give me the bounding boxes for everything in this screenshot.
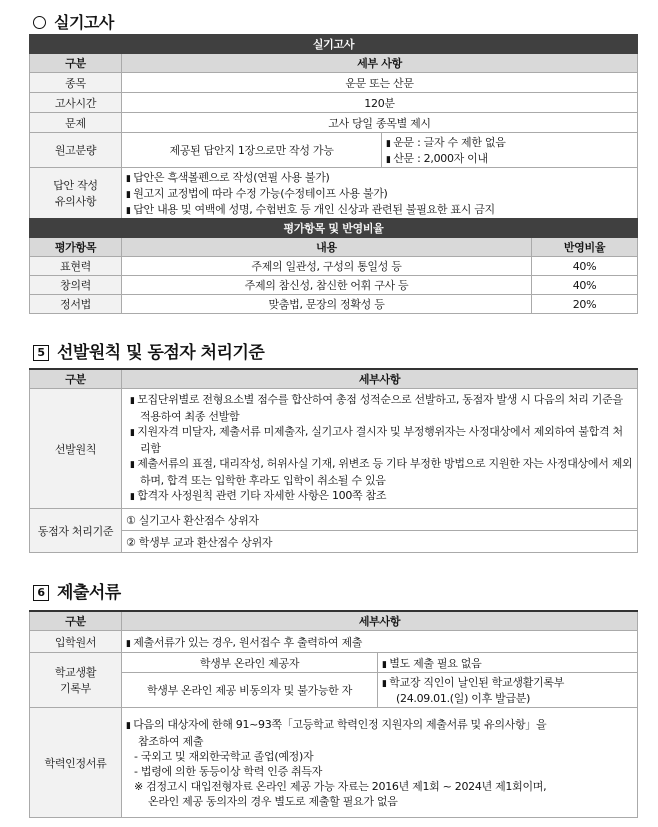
evaluation-table: 평가항목 및 반영비율 평가항목 내용 반영비율 표현력 주제의 일관성, 구성의 통일성 등 40% 창의력 주제의 참신성, 참신한 어휘 구사 등 40% 정서법 맞춤법, 문장의 정확성 등 20% — [29, 218, 638, 314]
section-heading-practical-exam: 실기고사 — [33, 10, 114, 33]
section-heading-selection: 5 선발원칙 및 동점자 처리기준 — [33, 338, 264, 363]
table-row: 표현력 주제의 일관성, 구성의 통일성 등 40% — [30, 257, 638, 276]
selection-table: 구분 세부사항 선발원칙 ▮ 모집단위별로 전형요소별 점수를 합산하여 총점 성적순으로 선발하고, 동점자 발생 시 다음의 처리 기준을 적용하여 최종 선발함 ▮ 지원자격 미달자, 제출서류 미제출자, 실기고사 결시자 및 부정행위자는 사정대상에서 제외하여 불합격 처리함 ▮ 제출서류의 표절, 대리작성, 허위사실 기재, 위변조 등 기타 부정한 방법으로 지원한 자는 사정대상에서 제외하며, 합격 또는 입학한 후라도 입학이 취소될 수 있음 ▮ 합격자 사정원칙 관련 기타 자세한 사항은 100쪽 참조 동점자 처리기준 ① 실기고사 환산점수 상위자 ② 학생부 교과 환산점수 상위자 — [29, 368, 638, 553]
table-row: 정서법 맞춤법, 문장의 정확성 등 20% — [30, 295, 638, 314]
principle-list: ▮ 모집단위별로 전형요소별 점수를 합산하여 총점 성적순으로 선발하고, 동점자 발생 시 다음의 처리 기준을 적용하여 최종 선발함 ▮ 지원자격 미달자, 제출서류 미제출자, 실기고사 결시자 및 부정행위자는 사정대상에서 제외하여 불합격 처리함 ▮ 제출서류의 표절, 대리작성, 허위사실 기재, 위변조 등 기타 부정한 방법으로 지원한 자는 사정대상에서 제외하며, 합격 또는 입학한 후라도 입학이 취소될 수 있음 ▮ 합격자 사정원칙 관련 기타 자세한 사항은 100쪽 참조 — [122, 389, 638, 509]
table-title: 실기고사 — [30, 35, 638, 54]
cert-details: ▮ 다음의 대상자에 한해 91~93쪽「고등학교 학력인정 지원자의 제출서류 및 유의사항」을 참조하여 제출 - 국외고 및 재외한국학교 졸업(예정)자 - 법령에 의한 동등이상 학력 인증 취득자 ※ 검정고시 대입전형자료 온라인 제공 가능 자료는 2016년 제1회 ~ 2024년 제1회이며, 온라인 제공 동의자의 경우 별도로 제출할 필요가 없음 — [122, 708, 638, 818]
circle-bullet-icon — [33, 16, 46, 29]
manuscript-notes: ▮ 운문 : 글자 수 제한 없음 ▮ 산문 : 2,000자 이내 — [382, 133, 638, 168]
section-number-5: 5 — [33, 345, 49, 361]
caution-list: ▮ 답안은 흑색볼펜으로 작성(연필 사용 불가) ▮ 원고지 교정법에 따라 수정 가능(수정테이프 사용 불가) ▮ 답안 내용 및 여백에 성명, 수험번호 등 개인 신상과 관련된 불필요한 표시 금지 — [122, 168, 638, 219]
section-number-6: 6 — [33, 585, 49, 601]
documents-table: 구분 세부사항 입학원서 ▮ 제출서류가 있는 경우, 원서접수 후 출력하여 제출 학교생활 기록부 학생부 온라인 제공자 ▮ 별도 제출 필요 없음 학생부 온라인 제공 비동의자 및 불가능한 자 ▮ 학교장 직인이 날인된 학교생활기록부 (24.09.01.(일) 이후 발급분) 학력인정서류 ▮ 다음의 대상자에 한해 91~93쪽「고등학교 학력인정 지원자의 제출서류 및 유의사항」을 참조하여 제출 - 국외고 및 재외한국학교 졸업(예정)자 - 법령에 의한 동등이상 학력 인증 취득자 ※ 검정고시 대입전형자료 온라인 제공 가능 자료는 2016년 제1회 ~ 2024년 제1회이며, 온라인 제공 동의자의 경우 별도로 제출할 필요가 없음 — [29, 610, 638, 818]
section-heading-documents: 6 제출서류 — [33, 578, 121, 603]
table-row: 창의력 주제의 참신성, 참신한 어휘 구사 등 40% — [30, 276, 638, 295]
practical-exam-table: 실기고사 구분 세부 사항 종목 운문 또는 산문 고사시간 120분 문제 고사 당일 종목별 제시 원고분량 제공된 답안지 1장으로만 작성 가능 ▮ 운문 : 글자 수 제한 없음 ▮ 산문 : 2,000자 이내 답안 작성 유의사항 ▮ 답안은 흑색볼펜으로 작성(연필 사용 불가) ▮ 원고지 교정법에 따라 수정 가능(수정테이프 사용 불가) ▮ 답안 내용 및 여백에 성명, 수험번호 등 개인 신상과 관련된 불필요한 표시 금지 — [29, 34, 638, 219]
